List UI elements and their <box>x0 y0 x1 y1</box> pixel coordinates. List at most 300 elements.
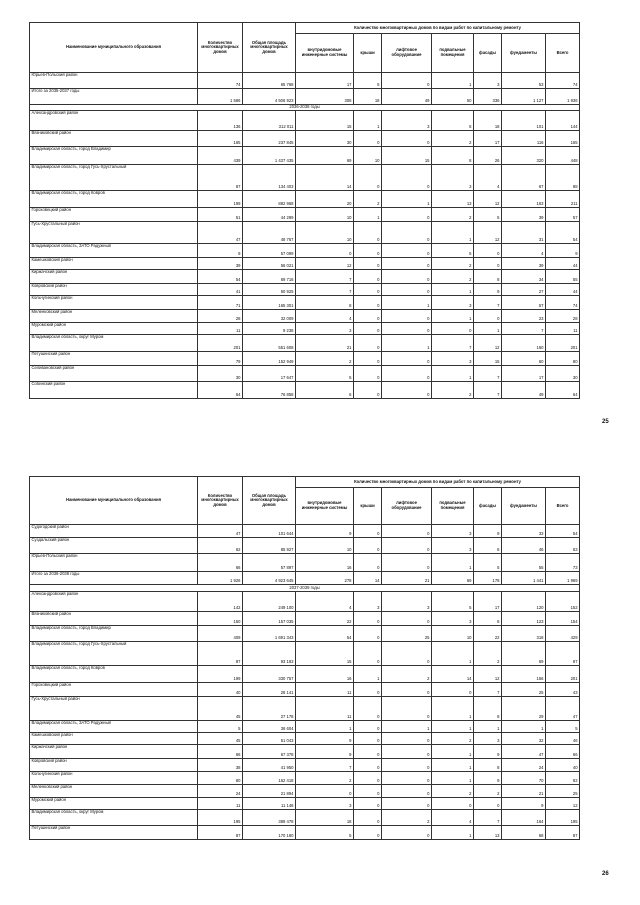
row-value: 54 <box>546 222 580 244</box>
table-header <box>30 23 614 73</box>
row-value: 0 <box>354 721 382 733</box>
row-spacer <box>580 284 614 296</box>
row-value: 9 <box>198 244 243 258</box>
row-value: 45 <box>198 733 243 745</box>
row-value: 79 <box>198 352 243 366</box>
header-spacer <box>580 34 614 73</box>
row-value: 3 <box>432 352 474 366</box>
row-value: 7 <box>296 759 354 772</box>
header-group: Количество многоквартирных домов по видам работ по капитальному ремонту <box>296 23 580 34</box>
row-name: Итого за 2035-2037 годы <box>30 89 198 105</box>
row-value: 136 <box>198 111 243 131</box>
row-value: 448 <box>546 147 580 165</box>
row-name: Владимирская область, город Гусь-Хрустальный <box>30 642 198 666</box>
row-value: 7 <box>296 270 354 284</box>
row-spacer <box>580 666 614 683</box>
row-value: 85 927 <box>243 538 296 554</box>
row-value: 50 925 <box>243 284 296 296</box>
header-col-roofs: крыши <box>354 488 382 525</box>
row-value: 0 <box>382 826 432 840</box>
table-row <box>30 73 614 89</box>
row-value: 20 <box>296 191 354 208</box>
header-col-facades: фасады <box>474 34 502 73</box>
row-value: 0 <box>382 554 432 572</box>
row-value: 23 <box>502 310 546 323</box>
row-value: 0 <box>354 296 382 310</box>
row-value: 0 <box>354 165 382 191</box>
row-value: 120 <box>502 592 546 612</box>
table-row <box>30 612 614 626</box>
row-value: 14 <box>296 165 354 191</box>
row-value: 1 <box>432 310 474 323</box>
header-name: Наименование муниципального образования <box>30 477 198 525</box>
row-value: 0 <box>354 826 382 840</box>
table-row <box>30 382 614 399</box>
row-value: 9 <box>296 525 354 538</box>
row-value: 3 <box>432 296 474 310</box>
row-name: Гороховецкий район <box>30 208 198 222</box>
row-value: 164 <box>502 810 546 826</box>
row-value: 1 <box>432 222 474 244</box>
row-value: 0 <box>354 335 382 352</box>
table-row <box>30 554 614 572</box>
row-value: 2 <box>432 258 474 270</box>
row-value: 10 <box>296 208 354 222</box>
row-value: 0 <box>432 683 474 697</box>
row-value: 1 127 <box>502 89 546 105</box>
table-row <box>30 785 614 798</box>
row-value: 0 <box>382 772 432 785</box>
row-value: 0 <box>354 697 382 721</box>
row-value: 6 <box>474 612 502 626</box>
row-value: 70 <box>502 772 546 785</box>
row-value: 17 <box>296 73 354 89</box>
row-value: 0 <box>382 310 432 323</box>
row-value: 134 403 <box>243 165 296 191</box>
row-spacer <box>580 222 614 244</box>
row-value: 9 <box>296 745 354 759</box>
row-value: 21 <box>382 572 432 585</box>
row-value: 0 <box>354 554 382 572</box>
row-value: 0 <box>382 73 432 89</box>
table-row <box>30 525 614 538</box>
row-value: 3 <box>382 592 432 612</box>
row-name: Вязниковский район <box>30 612 198 626</box>
row-value: 76 858 <box>243 382 296 399</box>
row-value: 56 021 <box>243 258 296 270</box>
row-spacer <box>580 382 614 399</box>
row-value: 551 608 <box>243 335 296 352</box>
row-value: 25 <box>546 785 580 798</box>
row-value: 47 <box>502 745 546 759</box>
row-value: 154 <box>546 612 580 626</box>
row-value: 6 <box>296 382 354 399</box>
row-spacer <box>580 208 614 222</box>
row-value: 88 <box>546 165 580 191</box>
row-name: Владимирская область, город Ковров <box>30 191 198 208</box>
row-spacer <box>580 352 614 366</box>
row-value: 87 <box>198 826 243 840</box>
row-value: 237 845 <box>243 131 296 147</box>
row-value: 0 <box>382 525 432 538</box>
capital-repair-table-page-25 <box>29 22 614 399</box>
row-spacer <box>580 335 614 352</box>
row-name: Владимирская область, город Ковров <box>30 666 198 683</box>
row-value: 22 <box>474 626 502 642</box>
table-row <box>30 798 614 810</box>
row-value: 3 <box>432 612 474 626</box>
row-value: 33 <box>502 525 546 538</box>
row-value: 2 <box>354 191 382 208</box>
row-value: 12 <box>474 222 502 244</box>
row-value: 22 <box>296 612 354 626</box>
section-label: 2036-2038 годы <box>30 105 580 111</box>
table-row <box>30 244 614 258</box>
row-value: 9 <box>474 284 502 296</box>
row-value: 9 238 <box>243 323 296 335</box>
row-spacer <box>580 626 614 642</box>
row-spacer <box>580 697 614 721</box>
row-value: 7 <box>432 335 474 352</box>
row-value: 0 <box>382 258 432 270</box>
row-value: 5 <box>546 721 580 733</box>
row-value: 25 <box>502 683 546 697</box>
row-value: 0 <box>354 626 382 642</box>
row-value: 15 <box>382 147 432 165</box>
row-value: 2 <box>432 382 474 399</box>
row-value: 17 <box>502 366 546 382</box>
row-value: 1 926 <box>198 572 243 585</box>
row-value: 1 <box>354 208 382 222</box>
header-name: Наименование муниципального образования <box>30 23 198 73</box>
row-value: 21 894 <box>243 785 296 798</box>
row-value: 55 <box>546 270 580 284</box>
header-col-facades: фасады <box>474 488 502 525</box>
row-value: 439 <box>198 147 243 165</box>
row-name: Кольчугинский район <box>30 296 198 310</box>
row-value: 5 <box>296 826 354 840</box>
row-value: 160 <box>502 335 546 352</box>
row-value: 0 <box>382 270 432 284</box>
table-row <box>30 208 614 222</box>
row-value: 87 <box>546 826 580 840</box>
row-value: 0 <box>382 798 432 810</box>
table-row <box>30 352 614 366</box>
row-value: 69 <box>502 642 546 666</box>
row-value: 178 <box>474 572 502 585</box>
row-value: 16 <box>296 554 354 572</box>
row-value: 0 <box>382 785 432 798</box>
row-value: 39 <box>502 208 546 222</box>
row-name: Владимирская область, округ Муром <box>30 335 198 352</box>
row-value: 318 <box>502 626 546 642</box>
row-value: 17 <box>474 592 502 612</box>
header-col-elevators: лифтовое оборудование <box>382 488 432 525</box>
row-value: 0 <box>354 222 382 244</box>
page-number: 25 <box>602 419 609 425</box>
row-value: 3 <box>432 525 474 538</box>
row-value: 40 <box>198 683 243 697</box>
row-value: 32 <box>502 733 546 745</box>
row-value: 0 <box>474 798 502 810</box>
row-value: 0 <box>354 772 382 785</box>
row-value: 0 <box>432 798 474 810</box>
row-value: 48 767 <box>243 222 296 244</box>
row-value: 0 <box>382 538 432 554</box>
row-spacer <box>580 733 614 745</box>
row-value: 5 <box>296 366 354 382</box>
table-row <box>30 89 614 105</box>
row-spacer <box>580 642 614 666</box>
row-value: 30 <box>198 366 243 382</box>
row-value: 13 <box>474 826 502 840</box>
header-spacer <box>580 488 614 525</box>
row-value: 2 <box>432 733 474 745</box>
row-value: 1 691 343 <box>243 626 296 642</box>
row-value: 144 <box>546 111 580 131</box>
row-value: 0 <box>382 284 432 296</box>
row-value: 3 <box>474 73 502 89</box>
row-value: 16 <box>296 666 354 683</box>
row-value: 165 <box>198 131 243 147</box>
row-name: Меленковский район <box>30 310 198 323</box>
row-value: 69 <box>296 147 354 165</box>
header-spacer <box>580 23 614 34</box>
row-value: 24 <box>502 759 546 772</box>
row-value: 82 <box>546 772 580 785</box>
page-number: 26 <box>602 871 609 877</box>
row-value: 6 <box>432 111 474 131</box>
header-group: Количество многоквартирных домов по видам работ по капитальному ремонту <box>296 477 580 488</box>
row-name: Владимирская область, город Владимир <box>30 147 198 165</box>
table-row <box>30 826 614 840</box>
row-value: 38 <box>198 759 243 772</box>
row-value: 7 <box>474 683 502 697</box>
row-value: 10 <box>296 538 354 554</box>
row-value: 74 <box>546 296 580 310</box>
row-value: 45 <box>198 697 243 721</box>
table-row <box>30 626 614 642</box>
row-value: 1 <box>432 759 474 772</box>
row-value: 0 <box>474 258 502 270</box>
row-value: 46 <box>502 538 546 554</box>
header-col-engineering: внутридомовые инженерные системы <box>296 34 354 73</box>
row-spacer <box>580 258 614 270</box>
row-name: Камешковский район <box>30 258 198 270</box>
row-value: 49 <box>502 382 546 399</box>
row-value: 3 <box>382 111 432 131</box>
row-value: 0 <box>354 258 382 270</box>
row-value: 0 <box>354 310 382 323</box>
row-value: 2 <box>474 785 502 798</box>
row-value: 41 <box>198 284 243 296</box>
row-value: 36 604 <box>243 721 296 733</box>
header-area: Общая площадь многоквартирных домов <box>243 477 296 525</box>
row-name: Судогодский район <box>30 525 198 538</box>
row-value: 165 301 <box>243 296 296 310</box>
row-name: Собинский район <box>30 382 198 399</box>
row-value: 0 <box>354 244 382 258</box>
table-body <box>30 525 614 840</box>
row-name: Киржачский район <box>30 745 198 759</box>
row-value: 50 <box>432 89 474 105</box>
table-row <box>30 592 614 612</box>
row-spacer <box>580 612 614 626</box>
table-row <box>30 721 614 733</box>
row-name: Юрьев-Польский район <box>30 73 198 89</box>
row-value: 7 <box>296 284 354 296</box>
row-value: 201 <box>546 335 580 352</box>
row-value: 8 <box>474 759 502 772</box>
row-value: 3 <box>296 798 354 810</box>
row-value: 32 009 <box>243 310 296 323</box>
row-value: 195 <box>198 810 243 826</box>
row-value: 43 <box>546 683 580 697</box>
row-spacer <box>580 592 614 612</box>
row-value: 71 <box>198 296 243 310</box>
capital-repair-table-page-26 <box>29 476 614 840</box>
row-value: 116 <box>502 131 546 147</box>
row-value: 4 <box>296 310 354 323</box>
row-value: 2 <box>296 352 354 366</box>
row-value: 3 <box>432 538 474 554</box>
table-row <box>30 296 614 310</box>
row-value: 9 <box>546 244 580 258</box>
table-header <box>30 477 614 525</box>
row-value: 47 <box>198 525 243 538</box>
row-value: 0 <box>382 366 432 382</box>
row-value: 0 <box>354 785 382 798</box>
row-value: 409 <box>198 626 243 642</box>
row-value: 1 <box>432 745 474 759</box>
row-value: 41 950 <box>243 759 296 772</box>
row-value: 1 437 435 <box>243 147 296 165</box>
row-value: 1 586 <box>198 89 243 105</box>
row-value: 80 <box>198 772 243 785</box>
row-value: 0 <box>354 733 382 745</box>
row-value: 1 969 <box>546 572 580 585</box>
row-value: 0 <box>382 323 432 335</box>
row-spacer <box>580 323 614 335</box>
row-value: 11 <box>198 798 243 810</box>
row-value: 7 <box>474 810 502 826</box>
row-value: 101 <box>502 111 546 131</box>
row-value: 1 <box>354 111 382 131</box>
row-value: 9 <box>296 733 354 745</box>
table-row <box>30 222 614 244</box>
row-value: 66 <box>546 745 580 759</box>
row-spacer <box>580 131 614 147</box>
header-col-total: Всего <box>546 34 580 73</box>
row-value: 62 <box>198 538 243 554</box>
row-value: 8 <box>474 270 502 284</box>
table-row <box>30 572 614 585</box>
row-value: 11 <box>296 683 354 697</box>
row-value: 40 <box>546 759 580 772</box>
header-spacer <box>580 477 614 488</box>
table-row <box>30 191 614 208</box>
row-value: 1 <box>354 666 382 683</box>
row-value: 2 <box>432 270 474 284</box>
row-value: 12 <box>474 335 502 352</box>
row-value: 93 183 <box>243 642 296 666</box>
row-value: 47 <box>198 222 243 244</box>
row-value: 1 <box>432 826 474 840</box>
row-value: 0 <box>354 642 382 666</box>
row-value: 0 <box>474 244 502 258</box>
row-value: 0 <box>296 785 354 798</box>
section-label: 2037-2039 годы <box>30 585 580 592</box>
row-value: 1 <box>296 721 354 733</box>
row-value: 0 <box>382 745 432 759</box>
row-spacer <box>580 759 614 772</box>
row-value: 0 <box>382 382 432 399</box>
row-value: 312 011 <box>243 111 296 131</box>
row-value: 18 <box>354 89 382 105</box>
row-value: 150 <box>198 612 243 626</box>
row-value: 9 <box>502 798 546 810</box>
row-value: 27 178 <box>243 697 296 721</box>
row-value: 4 <box>502 244 546 258</box>
section-row <box>30 585 614 592</box>
table-row <box>30 810 614 826</box>
row-spacer <box>580 721 614 733</box>
row-spacer <box>580 585 614 592</box>
header-count: Количество многоквартирных домов <box>198 477 243 525</box>
row-value: 199 <box>198 666 243 683</box>
row-value: 389 478 <box>243 810 296 826</box>
header-col-elevators: лифтовое оборудование <box>382 34 432 73</box>
row-value: 0 <box>382 222 432 244</box>
row-value: 211 <box>546 191 580 208</box>
row-value: 0 <box>354 810 382 826</box>
table-row <box>30 642 614 666</box>
row-value: 57 <box>546 208 580 222</box>
row-name: Петушинский район <box>30 352 198 366</box>
row-name: Юрьев-Польский район <box>30 554 198 572</box>
row-name: Владимирская область, округ Муром <box>30 810 198 826</box>
row-spacer <box>580 147 614 165</box>
row-value: 4 <box>432 810 474 826</box>
row-value: 11 148 <box>243 798 296 810</box>
row-value: 4 <box>474 165 502 191</box>
row-name: Суздальский район <box>30 538 198 554</box>
row-value: 1 <box>382 191 432 208</box>
row-value: 54 <box>296 626 354 642</box>
row-value: 25 <box>382 626 432 642</box>
row-value: 69 716 <box>243 270 296 284</box>
row-name: Меленковский район <box>30 785 198 798</box>
row-value: 28 <box>198 310 243 323</box>
row-value: 0 <box>354 352 382 366</box>
row-name: Гусь-Хрустальный район <box>30 697 198 721</box>
row-value: 12 <box>546 798 580 810</box>
row-value: 68 <box>502 826 546 840</box>
row-value: 0 <box>354 538 382 554</box>
row-value: 5 <box>198 721 243 733</box>
row-name: Гусь-Хрустальный район <box>30 222 198 244</box>
row-value: 0 <box>296 244 354 258</box>
row-value: 87 <box>198 642 243 666</box>
row-value: 123 <box>502 612 546 626</box>
row-value: 0 <box>354 612 382 626</box>
row-value: 39 <box>502 258 546 270</box>
row-value: 44 <box>546 258 580 270</box>
row-value: 17 647 <box>243 366 296 382</box>
row-value: 201 <box>546 666 580 683</box>
row-value: 44 <box>546 284 580 296</box>
row-value: 0 <box>354 382 382 399</box>
